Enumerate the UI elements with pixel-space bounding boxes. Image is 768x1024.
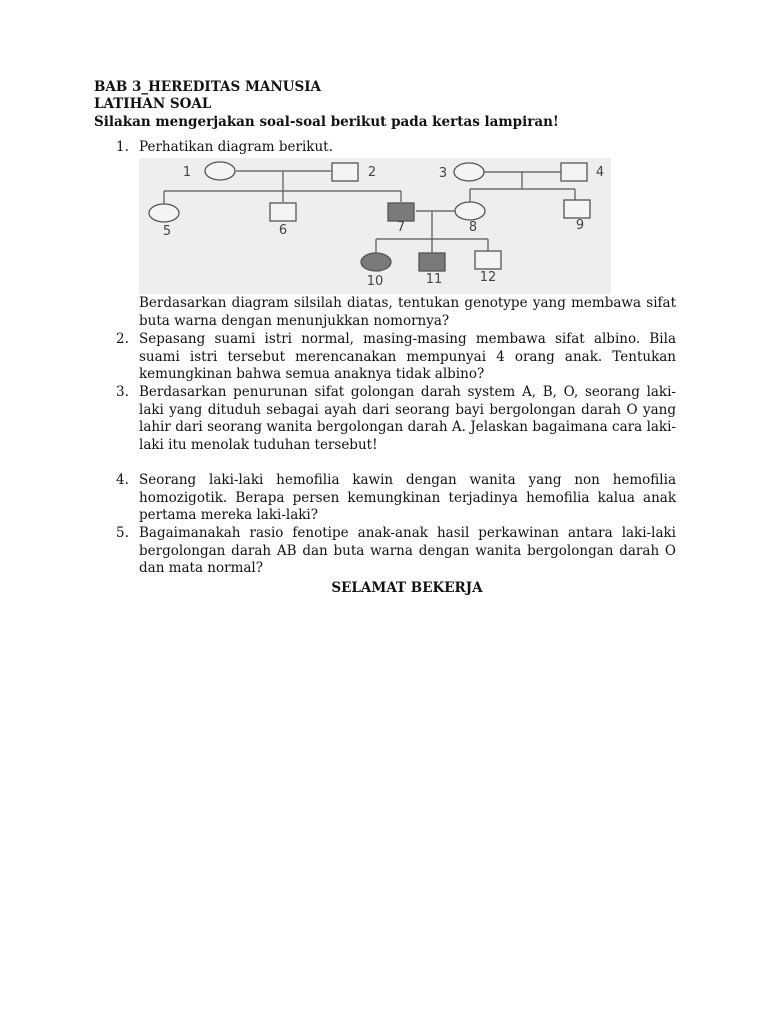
- pedigree-label-10: 10: [366, 274, 384, 289]
- section-title: LATIHAN SOAL: [94, 96, 212, 112]
- question-text: Seorang laki-laki hemofilia kawin dengan wanita yang non hemofilia homozigotik. Berapa persen kemungkinan terjadinya hemofilia kalua anak pertama mereka laki-laki?: [139, 472, 676, 523]
- question-3: [116, 384, 676, 454]
- pedigree-label-1: 1: [182, 165, 192, 180]
- pedigree-label-4: 4: [595, 165, 605, 180]
- question-text: Bagaimanakah rasio fenotipe anak-anak hasil perkawinan antara laki-laki bergolongan darah AB dan buta warna dengan wanita bergolongan darah O dan mata normal?: [139, 525, 676, 576]
- pedigree-female-8: [455, 202, 485, 220]
- question-number: 4.: [116, 472, 129, 488]
- question-5: [116, 525, 676, 578]
- pedigree-label-6: 6: [278, 223, 288, 238]
- pedigree-female-5: [149, 204, 179, 222]
- question-text: Sepasang suami istri normal, masing-masing membawa sifat albino. Bila suami istri tersebut merencanakan mempunyai 4 orang anak. Tentukan kemungkinan bahwa semua anaknya tidak albino?: [139, 331, 676, 382]
- pedigree-male-7-affected: [388, 203, 414, 221]
- pedigree-label-8: 8: [468, 220, 478, 235]
- question-text: Berdasarkan diagram silsilah diatas, tentukan genotype yang membawa sifat buta warna dengan menunjukkan nomornya?: [139, 295, 676, 329]
- pedigree-male-9: [564, 200, 590, 218]
- question-number: 1.: [116, 139, 129, 155]
- question-4: [116, 472, 676, 525]
- instruction-text: Silakan mengerjakan soal-soal berikut pada kertas lampiran!: [94, 114, 559, 130]
- pedigree-male-6: [270, 203, 296, 221]
- pedigree-male-4: [561, 163, 587, 181]
- pedigree-label-9: 9: [575, 218, 585, 233]
- question-number: 5.: [116, 525, 129, 541]
- pedigree-male-2: [332, 163, 358, 181]
- closing-text: SELAMAT BEKERJA: [331, 580, 483, 596]
- pedigree-label-3: 3: [438, 166, 448, 181]
- question-number: 3.: [116, 384, 129, 400]
- pedigree-female-1: [205, 162, 235, 180]
- question-intro-text: Perhatikan diagram berikut.: [139, 139, 333, 155]
- pedigree-label-11: 11: [425, 272, 443, 287]
- chapter-title: BAB 3_HEREDITAS MANUSIA: [94, 79, 322, 95]
- pedigree-male-11-affected: [419, 253, 445, 271]
- question-1: [116, 295, 676, 330]
- pedigree-chart: [139, 158, 611, 294]
- pedigree-female-3: [454, 163, 484, 181]
- pedigree-female-10-affected: [361, 253, 391, 271]
- question-number: 2.: [116, 331, 129, 347]
- pedigree-lines: [164, 171, 575, 253]
- pedigree-label-5: 5: [162, 224, 172, 239]
- question-2: [116, 331, 676, 384]
- pedigree-label-12: 12: [479, 270, 497, 285]
- pedigree-diagram: [139, 158, 611, 294]
- question-1-intro: [116, 139, 676, 157]
- pedigree-label-2: 2: [367, 165, 377, 180]
- pedigree-label-7: 7: [396, 220, 406, 235]
- question-text: Berdasarkan penurunan sifat golongan darah system A, B, O, seorang laki-laki yang dituduh sebagai ayah dari seorang bayi bergolongan darah O yang lahir dari seorang wanita bergolongan darah A. Jelaskan bagaimana cara laki-laki itu menolak tuduhan tersebut!: [139, 384, 676, 453]
- pedigree-male-12: [475, 251, 501, 269]
